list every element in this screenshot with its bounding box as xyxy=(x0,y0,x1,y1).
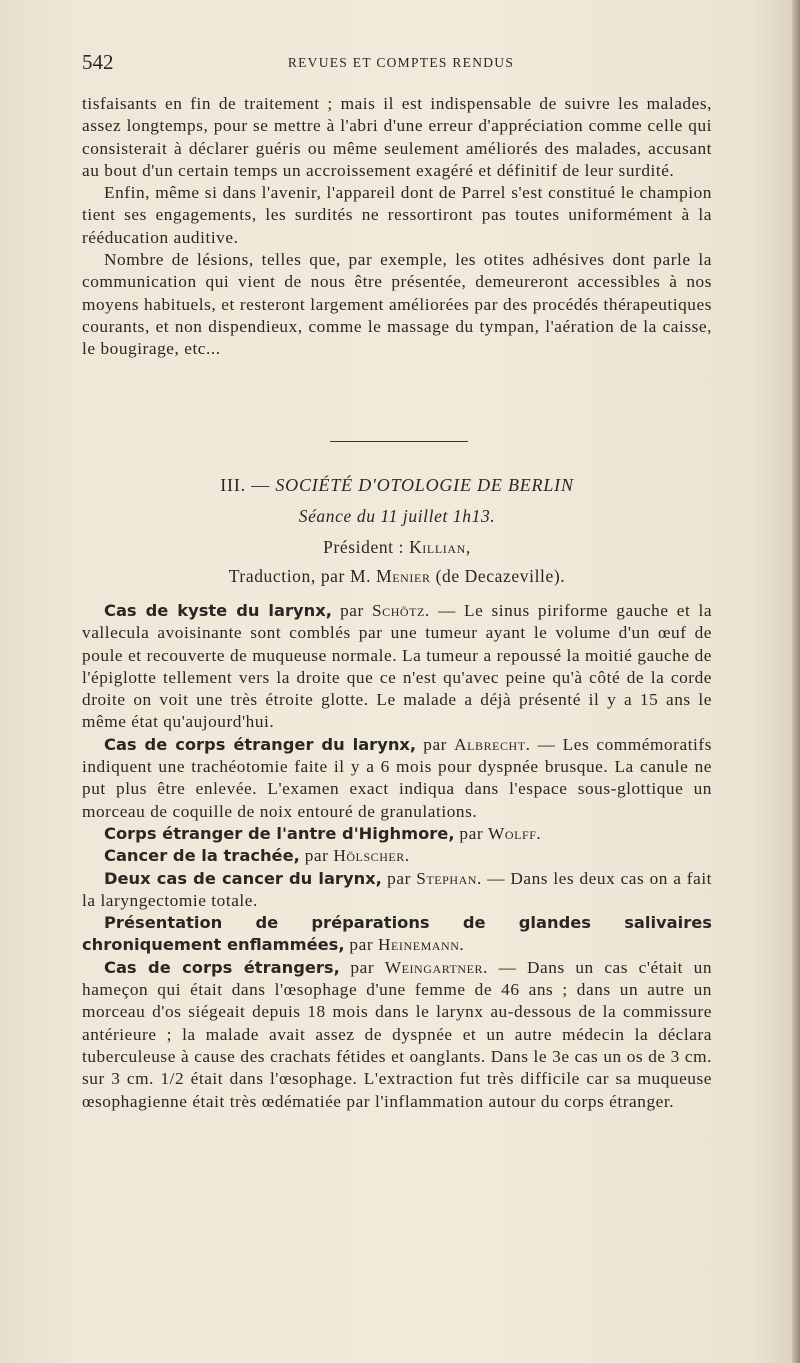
entry xyxy=(82,845,712,867)
running-head xyxy=(82,50,720,80)
entry-text: — Dans un cas c'était un hameçon qui était dans l'œsophage d'une femme de 46 ans ; dans un autre un morceau d'os siégeait depuis 18 mois dans le larynx au-dessous de la commissure antérieure ; la malade avait assez de dyspnée et un autre médecin la déclara tuberculeuse à cause des crachats fétides et oanglants. Dans le 3e cas un os de 3 cm. sur 3 cm. 1/2 était dans l'œsophage. L'extraction fut très difficile car sa muqueuse œsophagienne était très œdématiée par l'inflammation autour du corps étranger. xyxy=(82,957,713,1111)
entry xyxy=(82,734,712,823)
running-title: REVUES ET COMPTES RENDUS xyxy=(287,55,515,70)
entry-author: Heinemann. xyxy=(378,935,465,955)
session-date: Séance du 11 juillet 1h13. xyxy=(298,506,496,526)
entry-title: Présentation de préparations de glandes salivaires chroniquement enflammées, xyxy=(82,913,712,955)
entry-by: par xyxy=(350,957,375,977)
entry xyxy=(82,868,712,913)
entry-by: par xyxy=(349,935,374,955)
entry-author: Albrecht. xyxy=(454,734,531,754)
translator-place: (de Decazeville). xyxy=(435,566,566,586)
translation-label: Traduction, par M. xyxy=(228,566,372,586)
page-edge-shadow xyxy=(792,0,800,1363)
entries-list xyxy=(82,600,712,1113)
entry-author: Stephan. xyxy=(416,868,482,888)
paragraph: Enfin, même si dans l'avenir, l'appareil dont de Parrel s'est constitué le champion tient ses engagements, les surdités ne ressortiront pas toutes uniformément à la rééducation auditive. xyxy=(82,183,712,247)
entry-title: Cancer de la trachée, xyxy=(104,846,300,866)
page-number: 542 xyxy=(82,50,114,74)
entry xyxy=(82,600,712,734)
entry xyxy=(82,912,712,957)
entry-title: Cas de corps étrangers, xyxy=(104,957,340,977)
intro-text xyxy=(82,93,712,361)
section-title: SOCIÉTÉ D'OTOLOGIE DE BERLIN xyxy=(275,475,574,495)
paragraph: tisfaisants en fin de traitement ; mais il est indispensable de suivre les malades, assez longtemps, pour se mettre à l'abri d'une erreur d'appréciation comme celle qui consisterait à déclarer guéris ou même seulement améliorés des malades, accusant au bout d'un certain temps un accroissement exagéré et définitif de leur surdité. xyxy=(82,94,712,180)
entry xyxy=(82,823,712,845)
entry-text: — Le sinus piriforme gauche et la vallecula avoisinante sont comblés par une tumeur ayant le volume d'un œuf de poule et recouverte de muqueuse normale. La tumeur a repoussé la moitié gauche de l'épiglotte tellement vers la droite que ce n'est qu'avec peine qu'à côté de la corde droite on voit une très étroite glotte. Le malade a déjà présenté il y a 15 ans le même état qu'aujourd'hui. xyxy=(82,601,713,732)
entry-text: — Les commémoratifs indiquent une trachéotomie faite il y a 6 mois pour dyspnée brusque. La canule ne put plus être enlevée. L'examen exact indiqua dans l'espace sous-glottique un morceau de coquille de noix entouré de granulations. xyxy=(82,734,712,821)
entry xyxy=(82,957,712,1113)
entry-by: par xyxy=(459,823,484,843)
entry-title: Cas de kyste du larynx, xyxy=(104,601,332,620)
entry-by: par xyxy=(423,734,447,754)
president-line xyxy=(82,537,712,558)
entry-by: par xyxy=(340,601,364,620)
entry-by: par xyxy=(387,868,411,888)
section-number: III. — xyxy=(220,475,271,495)
translation-line xyxy=(82,566,712,587)
translator-name: Menier xyxy=(376,566,431,586)
section-divider xyxy=(330,441,468,442)
section-heading xyxy=(82,475,712,496)
entry-author: Hölscher. xyxy=(333,846,410,866)
paragraph: Nombre de lésions, telles que, par exemple, les otites adhésives dont parle la communication qui vient de nous être présentée, demeureront accessibles à nos moyens habituels, et resteront largement améliorées par des procédés thérapeutiques courants, et non dispendieux, comme le massage du tympan, l'aération de la caisse, le bougirage, etc... xyxy=(82,250,712,359)
president-name: Killian, xyxy=(409,537,471,557)
entry-author: Weingartner. xyxy=(384,957,488,977)
entry-author: Wolff. xyxy=(488,823,542,843)
entry-author: Schötz. xyxy=(372,601,430,620)
entry-title: Deux cas de cancer du larynx, xyxy=(104,868,382,888)
entry-title: Corps étranger de l'antre d'Highmore, xyxy=(104,823,455,843)
president-label: Président : xyxy=(323,537,405,557)
entry-by: par xyxy=(304,846,329,866)
entry-text: — Dans les deux cas on a fait la laryngectomie totale. xyxy=(82,868,713,910)
entry-title: Cas de corps étranger du larynx, xyxy=(104,734,417,754)
